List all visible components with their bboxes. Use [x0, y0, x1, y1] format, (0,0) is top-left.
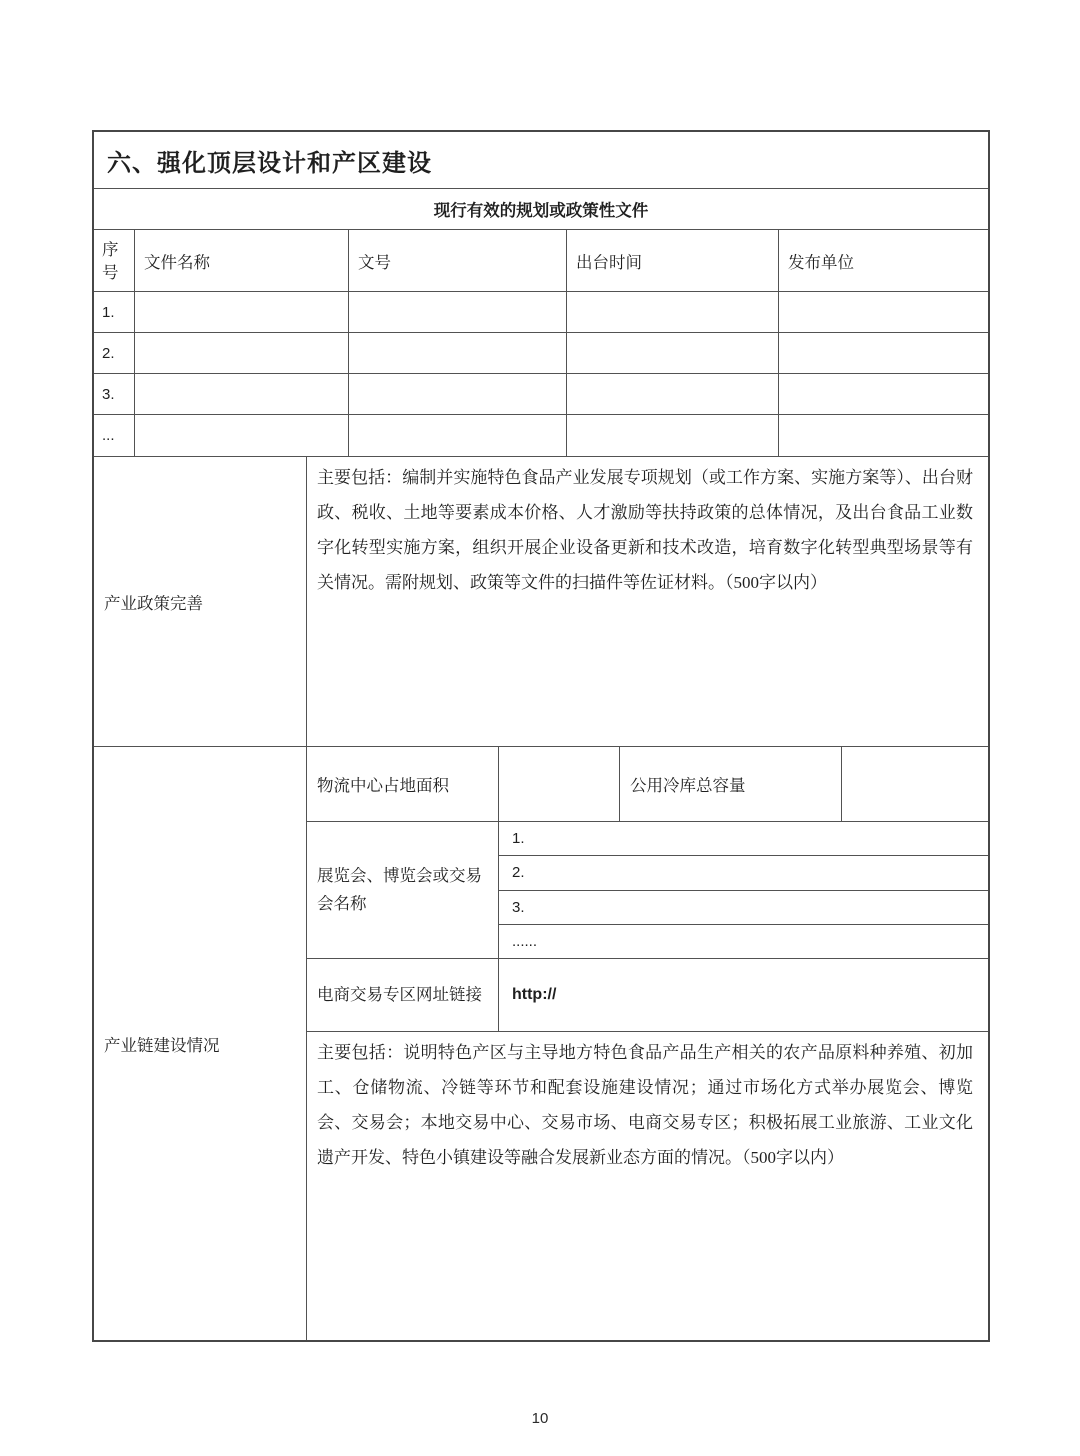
- files-table-row-more: [94, 415, 988, 457]
- section-title: [94, 132, 988, 188]
- column-header-file-name: 文件名称: [135, 230, 349, 291]
- expo-item-3: 3.: [499, 891, 988, 925]
- row-number: ...: [94, 415, 135, 456]
- file-name-blank-cell: [135, 292, 349, 332]
- ecommerce-url-row: [307, 959, 988, 1032]
- industry-chain-description-cell: [307, 1032, 988, 1340]
- expo-item-more: ......: [512, 932, 538, 950]
- logistics-area-label: 物流中心占地面积: [307, 747, 499, 821]
- doc-number-blank-cell: [349, 292, 567, 332]
- section-title-text: 六、强化顶层设计和产区建设: [107, 150, 432, 177]
- expo-item-2: 2.: [499, 856, 988, 890]
- industrial-policy-description: 主要包括：编制并实施特色食品产业发展专项规划（或工作方案、实施方案等）、出台财政、税收、土地等要素成本价格、人才激励等扶持政策的总体情况，及出台食品工业数字化转型实施方案，组织开展企业设备更新和技术改造，培育数字化转型典型场景等有关情况。需附规划、政策等文件的扫描件等佐证材料。（500字以内）: [317, 468, 973, 592]
- industry-chain-description: 主要包括：说明特色产区与主导地方特色食品产品生产相关的农产品原料种养殖、初加工、仓储物流、冷链等环节和配套设施建设情况；通过市场化方式举办展览会、博览会、交易会；本地交易中心、交易市场、电商交易专区；积极拓展工业旅游、工业文化遗产开发、特色小镇建设等融合发展新业态方面的情况。（500字以内）: [317, 1043, 973, 1167]
- industrial-policy-description-cell: [307, 457, 988, 746]
- column-header-issuing-unit: 发布单位: [788, 252, 854, 272]
- logistics-area-blank-cell: [499, 747, 620, 821]
- files-table-row-1: [94, 292, 988, 333]
- top-level-design-section-table: [92, 130, 990, 1342]
- page-number: 10: [531, 1410, 549, 1427]
- doc-number-blank-cell: [349, 374, 567, 414]
- row-number: 2.: [94, 333, 135, 373]
- column-header-issue-date: 出台时间: [567, 230, 779, 291]
- issuing-unit-blank-cell: [779, 374, 988, 414]
- expo-list: [499, 822, 988, 958]
- files-table-subtitle: 现行有效的规划或政策性文件: [433, 201, 649, 220]
- expo-names-row: [307, 822, 988, 959]
- doc-number-blank-cell: [349, 415, 567, 456]
- doc-number-blank-cell: [349, 333, 567, 373]
- industry-chain-content: [307, 747, 988, 1340]
- issuing-unit-blank-cell: [779, 415, 988, 456]
- cold-storage-blank-cell: [842, 747, 988, 821]
- file-name-blank-cell: [135, 374, 349, 414]
- column-header-doc-number: 文号: [349, 230, 567, 291]
- industry-chain-row: [94, 747, 988, 1340]
- files-table-header-row: [94, 230, 988, 292]
- issue-date-blank-cell: [567, 415, 779, 456]
- logistics-cold-storage-row: [307, 747, 988, 822]
- industry-chain-label: 产业链建设情况: [94, 747, 307, 1340]
- expo-label: 展览会、博览会或交易会名称: [307, 822, 499, 958]
- file-name-blank-cell: [135, 415, 349, 456]
- issue-date-blank-cell: [567, 333, 779, 373]
- column-header-serial-number: 序号: [94, 230, 135, 291]
- expo-item-1: 1.: [499, 822, 988, 856]
- files-table-row-2: [94, 333, 988, 374]
- cold-storage-label: 公用冷库总容量: [620, 747, 842, 821]
- row-number: 1.: [94, 292, 135, 332]
- subtitle-row: [94, 189, 988, 230]
- issue-date-blank-cell: [567, 374, 779, 414]
- industrial-policy-label: 产业政策完善: [94, 457, 307, 746]
- ecommerce-url-label: 电商交易专区网址链接: [307, 959, 499, 1031]
- issuing-unit-blank-cell: [779, 333, 988, 373]
- file-name-blank-cell: [135, 333, 349, 373]
- files-table-row-3: [94, 374, 988, 415]
- row-number: 3.: [94, 374, 135, 414]
- industry-chain-description-row: [307, 1032, 988, 1340]
- industrial-policy-row: [94, 457, 988, 747]
- issuing-unit-blank-cell: [779, 292, 988, 332]
- issue-date-blank-cell: [567, 292, 779, 332]
- title-row: [94, 132, 988, 189]
- ecommerce-url-value: http://: [512, 986, 557, 1003]
